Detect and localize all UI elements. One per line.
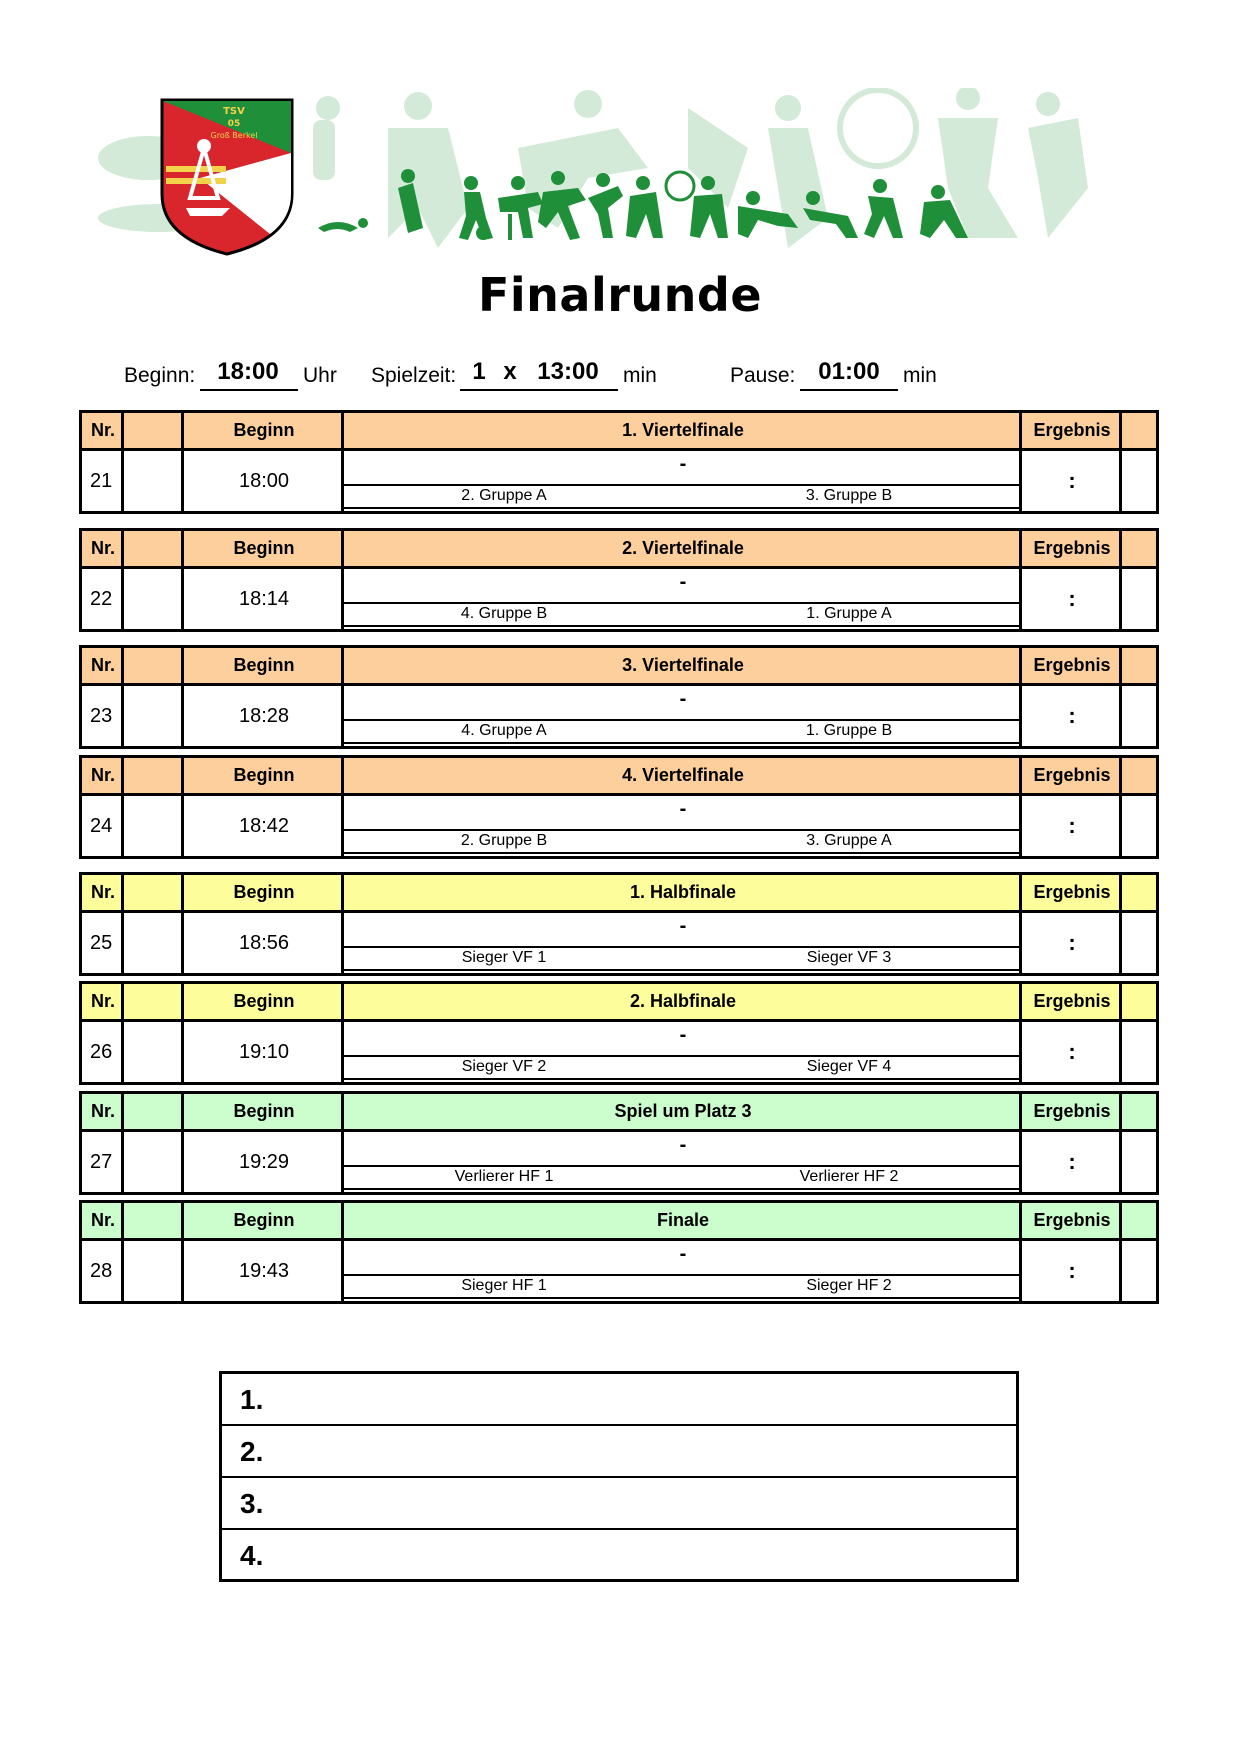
match-number: 25 [90,931,113,954]
note-cell[interactable] [1122,796,1156,856]
match-header [82,531,1156,569]
match-row [82,796,1156,856]
match-time: 18:28 [238,704,290,727]
versus-dash: - [679,798,687,820]
match-header [82,875,1156,913]
beginn-header: Beginn [233,882,295,902]
team-away: 1. Gruppe B [805,722,893,739]
ergebnis-header: Ergebnis [1033,991,1111,1011]
match-row [82,1022,1156,1082]
result-field[interactable]: : [1068,1258,1076,1283]
extra-cell[interactable] [124,569,184,629]
team-home: Sieger HF 1 [461,1277,547,1294]
nr-header: Nr. [90,420,115,440]
match-header [82,413,1156,451]
match-header [82,1203,1156,1241]
match-block [79,528,1159,632]
match-time: 18:56 [238,931,290,954]
team-home: 2. Gruppe A [461,487,547,504]
team-away: Verlierer HF 2 [799,1168,899,1185]
ergebnis-header: Ergebnis [1033,882,1111,902]
team-away: 3. Gruppe B [805,487,893,504]
team-home: Sieger VF 1 [461,949,547,966]
ergebnis-header: Ergebnis [1033,420,1111,440]
match-time: 19:10 [238,1040,290,1063]
spielzeit-label: Spielzeit: [371,364,457,387]
match-time: 19:29 [238,1150,290,1173]
versus-dash: - [679,688,687,710]
round-title: 4. Viertelfinale [622,765,744,785]
team-away: Sieger HF 2 [806,1277,892,1294]
match-block [79,981,1159,1085]
match-time: 18:00 [238,469,290,492]
beginn-header: Beginn [233,1101,295,1121]
extra-cell[interactable] [124,1132,184,1192]
pause-label: Pause: [730,364,796,387]
nr-header: Nr. [90,765,115,785]
match-row [82,1241,1156,1301]
beginn-header: Beginn [233,991,295,1011]
match-number: 26 [90,1040,113,1063]
teams-cell [344,1241,1022,1301]
versus-dash: - [679,571,687,593]
note-cell[interactable] [1122,686,1156,746]
rank-label: 3. [240,1488,264,1519]
final-ranking [219,1371,1019,1582]
match-block [79,872,1159,976]
match-header [82,758,1156,796]
teams-cell [344,686,1022,746]
team-home: Verlierer HF 1 [454,1168,554,1185]
match-number: 27 [90,1150,113,1173]
note-cell[interactable] [1122,913,1156,973]
extra-cell[interactable] [124,686,184,746]
rank-label: 4. [240,1540,264,1571]
note-cell[interactable] [1122,1022,1156,1082]
beginn-header: Beginn [233,538,295,558]
match-row [82,451,1156,511]
match-number: 23 [90,704,113,727]
spielzeit-count: 1 [472,358,486,385]
result-field[interactable]: : [1068,468,1076,493]
versus-dash: - [679,1134,687,1156]
result-field[interactable]: : [1068,813,1076,838]
extra-cell[interactable] [124,1022,184,1082]
nr-header: Nr. [90,655,115,675]
note-cell[interactable] [1122,451,1156,511]
club-crest-logo [160,98,294,256]
round-title: 2. Viertelfinale [622,538,744,558]
crest-text-2: 05 [227,119,241,129]
rank-label: 1. [240,1384,264,1415]
ergebnis-header: Ergebnis [1033,1101,1111,1121]
spielzeit-unit: min [623,364,657,387]
team-away: Sieger VF 4 [806,1058,892,1075]
result-field[interactable]: : [1068,586,1076,611]
teams-cell [344,1132,1022,1192]
match-number: 28 [90,1259,113,1282]
result-field[interactable]: : [1068,703,1076,728]
beginn-header: Beginn [233,765,295,785]
match-row [82,1132,1156,1192]
rank-label: 2. [240,1436,264,1467]
team-home: 4. Gruppe A [461,722,547,739]
begin-unit: Uhr [303,364,337,387]
note-cell[interactable] [1122,1132,1156,1192]
round-title: 2. Halbfinale [629,991,737,1011]
match-row [82,913,1156,973]
match-block [79,645,1159,749]
match-number: 24 [90,814,113,837]
round-title: Spiel um Platz 3 [614,1101,752,1121]
round-title: 1. Halbfinale [629,882,737,902]
ergebnis-header: Ergebnis [1033,655,1111,675]
match-block [79,1200,1159,1304]
nr-header: Nr. [90,991,115,1011]
teams-cell [344,796,1022,856]
nr-header: Nr. [90,882,115,902]
match-header [82,648,1156,686]
result-field[interactable]: : [1068,1039,1076,1064]
pause-value: 01:00 [818,358,880,385]
extra-cell[interactable] [124,1241,184,1301]
team-away: 1. Gruppe A [806,605,892,622]
match-time: 18:14 [238,587,290,610]
result-field[interactable]: : [1068,1149,1076,1174]
match-time: 19:43 [238,1259,290,1282]
round-title: 3. Viertelfinale [622,655,744,675]
match-number: 21 [90,469,113,492]
beginn-header: Beginn [233,1210,295,1230]
ergebnis-header: Ergebnis [1033,1210,1111,1230]
ergebnis-header: Ergebnis [1033,765,1111,785]
team-home: 4. Gruppe B [460,605,548,622]
match-row [82,686,1156,746]
versus-dash: - [679,1243,687,1265]
ranking-row[interactable] [222,1478,1016,1530]
versus-dash: - [679,1024,687,1046]
nr-header: Nr. [90,538,115,558]
spielzeit-x: x [503,358,517,385]
ergebnis-header: Ergebnis [1033,538,1111,558]
extra-cell[interactable] [124,796,184,856]
nr-header: Nr. [90,1101,115,1121]
nr-header: Nr. [90,1210,115,1230]
spielzeit-value: 13:00 [537,358,599,385]
match-block [79,410,1159,514]
team-home: 2. Gruppe B [460,832,548,849]
beginn-header: Beginn [233,655,295,675]
pause-unit: min [903,364,937,387]
teams-cell [344,913,1022,973]
begin-value: 18:00 [217,358,279,385]
crest-text-1: TSV [223,106,245,117]
team-home: Sieger VF 2 [461,1058,547,1075]
result-field[interactable]: : [1068,930,1076,955]
teams-cell [344,451,1022,511]
teams-cell [344,1022,1022,1082]
crest-icon [160,98,294,256]
teams-cell [344,569,1022,629]
round-title: 1. Viertelfinale [622,420,744,440]
match-block [79,1091,1159,1195]
ranking-row[interactable] [222,1374,1016,1426]
ranking-row[interactable] [222,1530,1016,1582]
note-cell[interactable] [1122,569,1156,629]
match-row [82,569,1156,629]
crest-text-3: Groß Berkel [210,131,258,140]
note-cell[interactable] [1122,1241,1156,1301]
team-away: Sieger VF 3 [806,949,892,966]
ranking-row[interactable] [222,1426,1016,1478]
match-header [82,984,1156,1022]
match-time: 18:42 [238,814,290,837]
match-number: 22 [90,587,113,610]
begin-label: Beginn: [124,364,196,387]
beginn-header: Beginn [233,420,295,440]
schedule-info [0,358,1240,392]
match-block [79,755,1159,859]
versus-dash: - [679,453,687,475]
round-title: Finale [656,1210,709,1230]
extra-cell[interactable] [124,451,184,511]
match-header [82,1094,1156,1132]
team-away: 3. Gruppe A [806,832,892,849]
page-title: Finalrunde [477,268,763,322]
extra-cell[interactable] [124,913,184,973]
versus-dash: - [679,915,687,937]
